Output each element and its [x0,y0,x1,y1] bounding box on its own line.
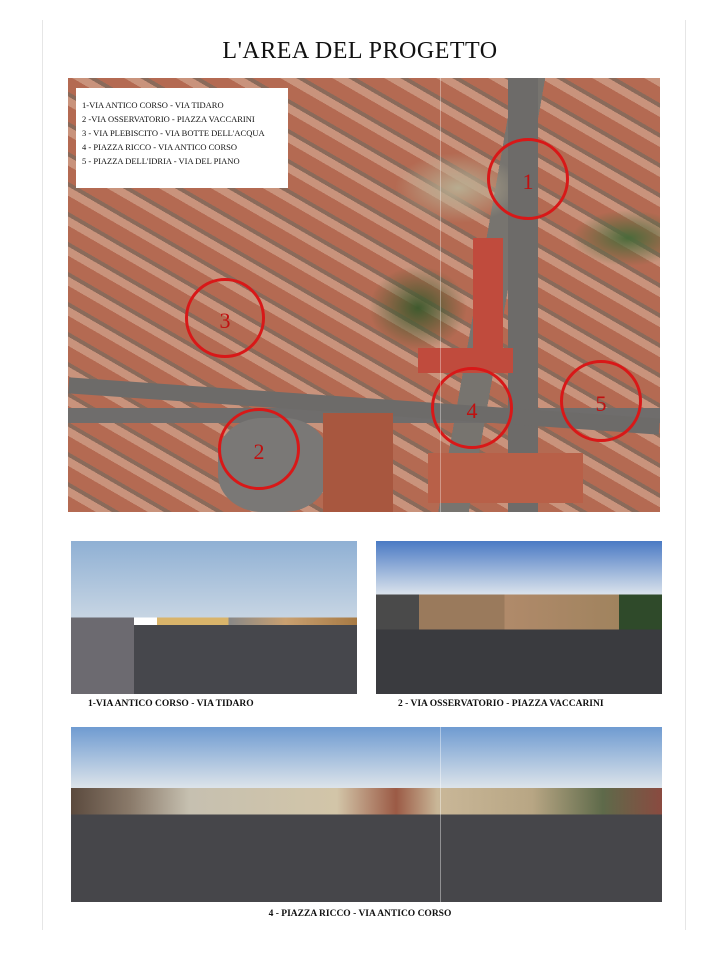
photo-caption-1: 1-VIA ANTICO CORSO - VIA TIDARO [88,699,254,709]
legend-item: 2 -VIA OSSERVATORIO - PIAZZA VACCARINI [82,114,255,124]
image-seam [440,727,441,902]
building [323,413,393,512]
marker-5: 5 [560,360,642,442]
page-border-left [42,20,43,930]
photo-via-antico-corso [71,541,357,694]
map-legend [76,88,288,188]
building [473,238,503,348]
photo-caption-2: 2 - VIA OSSERVATORIO - PIAZZA VACCARINI [398,699,604,709]
page-title: L'AREA DEL PROGETTO [222,38,498,64]
image-seam [440,78,441,512]
building [428,453,583,503]
photo-piazza-ricco-panorama [71,727,662,902]
legend-item: 1-VIA ANTICO CORSO - VIA TIDARO [82,100,224,110]
legend-item: 4 - PIAZZA RICCO - VIA ANTICO CORSO [82,142,237,152]
marker-2: 2 [218,408,300,490]
legend-item: 5 - PIAZZA DELL'IDRIA - VIA DEL PIANO [82,156,240,166]
marker-3: 3 [185,278,265,358]
marker-4: 4 [431,367,513,449]
aerial-map [68,78,660,512]
legend-item: 3 - VIA PLEBISCITO - VIA BOTTE DELL'ACQUA [82,128,265,138]
page-border-right [685,20,686,930]
marker-1: 1 [487,138,569,220]
photo-via-osservatorio [376,541,662,694]
photo-caption-3: 4 - PIAZZA RICCO - VIA ANTICO CORSO [268,909,452,919]
